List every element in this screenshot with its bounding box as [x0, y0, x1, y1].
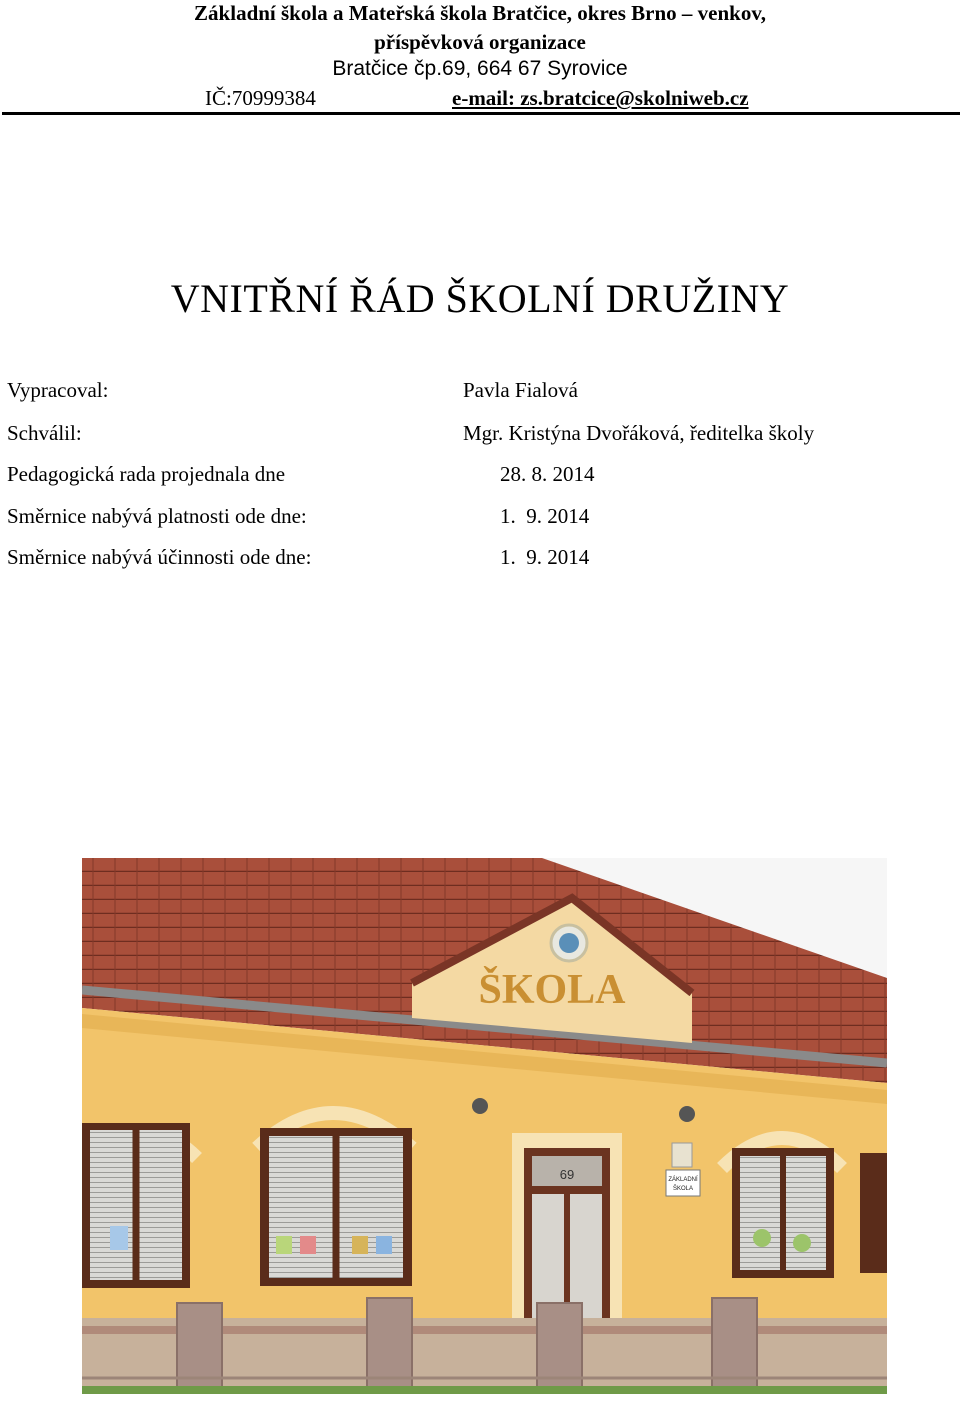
prepared-value: Pavla Fialová — [463, 378, 578, 402]
council-label: Pedagogická rada projednala dne — [7, 462, 286, 486]
effect-value: 1. 9. 2014 — [500, 545, 590, 569]
email-link[interactable]: e-mail: zs.bratcice@skolniweb.cz — [452, 86, 749, 110]
school-building-photo — [82, 858, 887, 1394]
plaque-line-1: ZÁKLADNÍ — [668, 1177, 698, 1183]
validity-value: 1. 9. 2014 — [500, 504, 590, 528]
school-sign-text: ŠKOLA — [478, 967, 626, 1013]
effect-label: Směrnice nabývá účinnosti ode dne: — [7, 545, 312, 569]
school-building-illustration — [82, 858, 887, 1394]
house-number: 69 — [559, 1167, 575, 1182]
prepared-label: Vypracoval: — [7, 378, 109, 402]
approved-label: Schválil: — [7, 421, 82, 445]
validity-label: Směrnice nabývá platnosti ode dne: — [7, 504, 307, 528]
approved-value: Mgr. Kristýna Dvořáková, ředitelka školy — [463, 421, 815, 445]
school-type: příspěvková organizace — [374, 30, 586, 54]
plaque-line-2: ŠKOLA — [672, 1186, 694, 1192]
council-value: 28. 8. 2014 — [500, 462, 595, 486]
header-divider — [2, 112, 960, 115]
document-title: VNITŘNÍ ŘÁD ŠKOLNÍ DRUŽINY — [170, 276, 790, 321]
company-id: IČ:70999384 — [205, 86, 316, 110]
letterhead — [0, 0, 960, 116]
school-name: Základní škola a Mateřská škola Bratčice, okres Brno – venkov, — [194, 1, 766, 25]
school-address: Bratčice čp.69, 664 67 Syrovice — [332, 57, 628, 80]
